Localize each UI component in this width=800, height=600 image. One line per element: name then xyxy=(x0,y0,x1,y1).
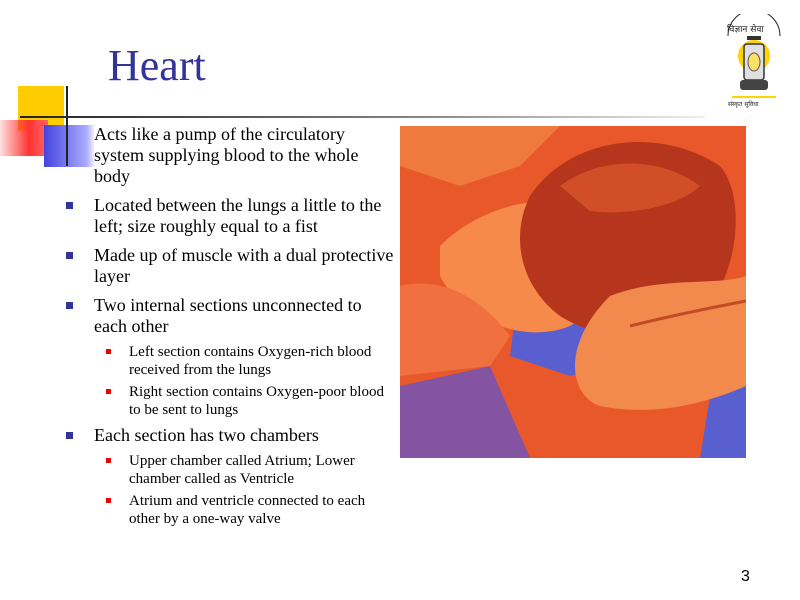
sub-bullet-marker xyxy=(106,458,111,463)
sub-bullet-item xyxy=(62,492,398,528)
sub-bullet-item xyxy=(62,383,398,419)
logo-caption: संस्कृत सुविधा xyxy=(728,101,759,108)
bullet-list xyxy=(62,124,398,534)
sub-bullet-marker xyxy=(106,389,111,394)
sub-bullet-item xyxy=(62,452,398,488)
sub-bullet-text: Upper chamber called Atrium; Lower chamber called as Ventricle xyxy=(129,453,355,487)
sub-bullet-text: Left section contains Oxygen-rich blood received from the lungs xyxy=(129,344,372,378)
sub-bullet-marker xyxy=(106,349,111,354)
sub-bullet-item xyxy=(62,343,398,379)
bullet-marker xyxy=(66,302,73,309)
bullet-marker xyxy=(66,252,73,259)
bullet-item xyxy=(62,124,398,187)
sub-bullet-text: Atrium and ventricle connected to each other by a one-way valve xyxy=(129,493,366,527)
sub-bullet-text: Right section contains Oxygen-poor blood to be sent to lungs xyxy=(129,384,384,418)
bullet-item xyxy=(62,195,398,237)
bullet-item xyxy=(62,425,398,446)
title-underline xyxy=(20,116,705,118)
decor-red-square xyxy=(0,120,48,156)
bullet-text: Two internal sections unconnected to each other xyxy=(94,295,362,336)
bullet-item xyxy=(62,295,398,337)
sub-bullet-marker xyxy=(106,498,111,503)
bullet-marker xyxy=(66,432,73,439)
bullet-item xyxy=(62,245,398,287)
bullet-marker xyxy=(66,202,73,209)
page-number: 3 xyxy=(741,568,750,585)
lantern-logo xyxy=(722,14,786,110)
bullet-text: Acts like a pump of the circulatory system supplying blood to the whole body xyxy=(94,124,359,186)
bullet-text: Made up of muscle with a dual protective layer xyxy=(94,245,394,286)
logo-top-text: विज्ञान सेवा xyxy=(727,25,764,35)
heart-image xyxy=(400,126,746,458)
bullet-text: Located between the lungs a little to the left; size roughly equal to a fist xyxy=(94,195,382,236)
slide-title: Heart xyxy=(108,41,206,90)
bullet-text: Each section has two chambers xyxy=(94,425,319,445)
